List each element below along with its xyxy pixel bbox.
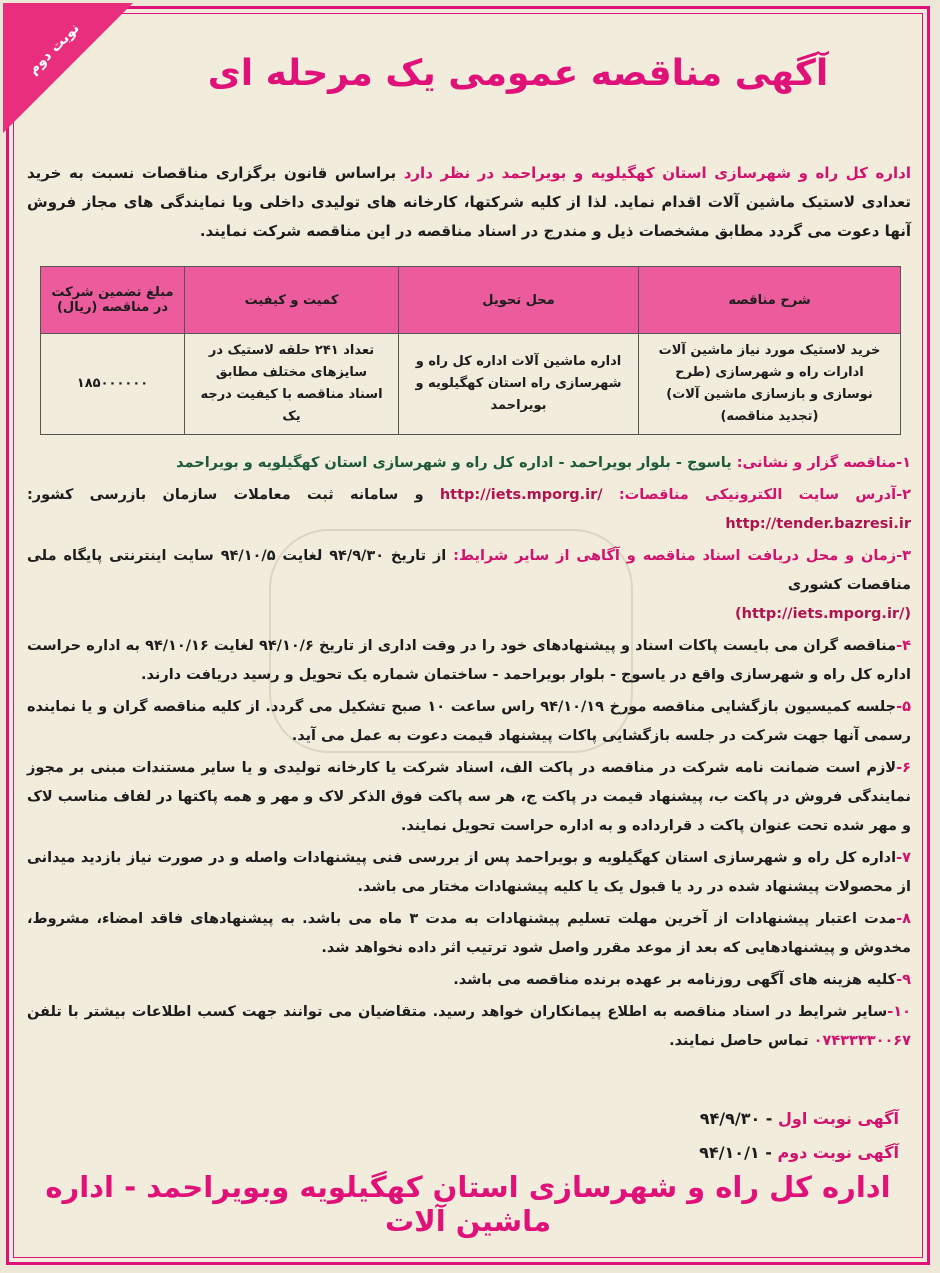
list-item: ۱۰-سایر شرایط در اسناد مناقصه به اطلاع پیمانکاران خواهد رسید. متقاضیان می توانند جهت کسب اطلاعات بیشتر با تلفن ۰۷۴۳۳۳۳۰۰۶۷ تماس حاصل نمایند. [27,1004,911,1049]
col-guarantee: مبلغ تضمین شرکت در مناقصه (ریال) [41,267,185,334]
table-header-row [41,267,901,334]
issuer-footer: اداره کل راه و شهرسازی استان کهگیلویه وبویراحمد - اداره ماشین آلات [45,1170,891,1238]
corner-ribbon [3,3,133,133]
second-publication: آگهی نوبت دوم - ۹۴/۱۰/۱ [699,1143,899,1162]
list-item: ۸-مدت اعتبار پیشنهادات از آخرین مهلت تسلیم پیشنهادات به مدت ۳ ماه می باشد. به پیشنهادهای فاقد امضاء، مشروط، مخدوش و پیشنهادهایی که بعد از موعد مقرر واصل شود ترتیب اثر داده نخواهد شد. [27,911,912,956]
table-row [41,334,901,435]
iets-link-2[interactable]: (http://iets.mporg.ir/) [735,606,911,622]
list-item: ۶-لازم است ضمانت نامه شرکت در مناقصه در پاکت الف، اسناد شرکت یا کارخانه تولیدی و یا سایر مستندات مبنی بر مجوز نمایندگی فروش در پاکت ب، پیشنهاد قیمت در پاکت ج، هر سه پاکت فوق الذکر لاک و مهر و همه پاکتها در لفاف مناسب لاک و مهر شده تحت عنوان پاکت د قرارداده و به اداره حراست تحویل نمایند. [27,760,911,834]
col-delivery: محل تحویل [399,267,639,334]
phone-number: ۰۷۴۳۳۳۳۰۰۶۷ [813,1033,911,1049]
conditions-list [27,449,911,1059]
col-quantity: کمیت و کیفیت [185,267,399,334]
notice-title: آگهی مناقصه عمومی یک مرحله ای [207,53,829,94]
tender-table [40,266,901,435]
intro-text: براساس قانون برگزاری مناقصات نسبت به خرید تعدادی لاستیک ماشین آلات اقدام نماید. لذا از کلیه شرکتها، کارخانه های تولیدی داخلی ویا نمایندگی های مجاز فروش آنها دعوت می گردد مطابق مشخصات ذیل و مندرج در اسناد مناقصه در این مناقصه شرکت نمایند. [27,164,911,240]
intro-highlight: اداره کل راه و شهرسازی استان کهگیلویه و بویراحمد در نظر دارد [403,164,911,182]
cell-description: خرید لاستیک مورد نیاز ماشین آلات ادارات راه و شهرسازی (طرح نوسازی و بازسازی ماشین آلات) (تجدید مناقصه) [639,334,901,435]
list-item: ۲-آدرس سایت الکترونیکی مناقصات: http://iets.mporg.ir/ و سامانه ثبت معاملات سازمان بازرسی کشور: http://tender.bazresi.ir [27,487,911,532]
publication-dates [699,1102,899,1170]
list-item: ۷-اداره کل راه و شهرسازی استان کهگیلویه و بویراحمد پس از بررسی فنی پیشنهادات واصله و در صورت نیاز بازدید میدانی از محصولات پیشنهاد شده در رد یا قبول یک یا کلیه پیشنهادات مختار می باشد. [27,850,911,895]
list-item: ۱-مناقصه گزار و نشانی: یاسوج - بلوار بویراحمد - اداره کل راه و شهرسازی استان کهگیلویه و بویراحمد [176,455,911,471]
first-publication: آگهی نوبت اول - ۹۴/۹/۳۰ [699,1109,899,1128]
iets-link[interactable]: http://iets.mporg.ir/ [439,487,603,503]
list-item: ۳-زمان و محل دریافت اسناد مناقصه و آگاهی از سایر شرایط: از تاریخ ۹۴/۹/۳۰ لغایت ۹۴/۱۰/۵ سایت اینترنتی پایگاه ملی مناقصات کشوری (http://iets.mporg.ir/) [27,548,912,622]
cell-quantity: تعداد ۲۴۱ حلقه لاستیک در سایزهای مختلف مطابق اسناد مناقصه با کیفیت درجه یک [185,334,399,435]
intro-paragraph [27,159,911,246]
list-item: ۵-جلسه کمیسیون بازگشایی مناقصه مورخ ۹۴/۱۰/۱۹ راس ساعت ۱۰ صبح تشکیل می گردد. از کلیه مناقصه گران و یا نماینده رسمی آنها جهت شرکت در جلسه بازگشایی پاکات پیشنهاد قیمت دعوت به عمل می آید. [27,699,911,744]
list-item: ۴-مناقصه گران می بایست پاکات اسناد و پیشنهادهای خود را در وقت اداری از تاریخ ۹۴/۱۰/۶ لغایت ۹۴/۱۰/۱۶ به اداره حراست اداره کل راه و شهرسازی واقع در یاسوج - بلوار بویراحمد - ساختمان شماره یک تحویل و رسید دریافت دارند. [27,638,911,683]
cell-delivery: اداره ماشین آلات اداره کل راه و شهرسازی راه استان کهگیلویه و بویراحمد [399,334,639,435]
tender-notice-page [6,6,930,1265]
ribbon-label: نوبت دوم [25,20,83,78]
cell-guarantee: ۱۸۵۰۰۰۰۰۰ [41,334,185,435]
col-description: شرح مناقصه [639,267,901,334]
tender-link[interactable]: http://tender.bazresi.ir [725,516,911,532]
list-item: ۹-کلیه هزینه های آگهی روزنامه بر عهده برنده مناقصه می باشد. [453,972,911,988]
